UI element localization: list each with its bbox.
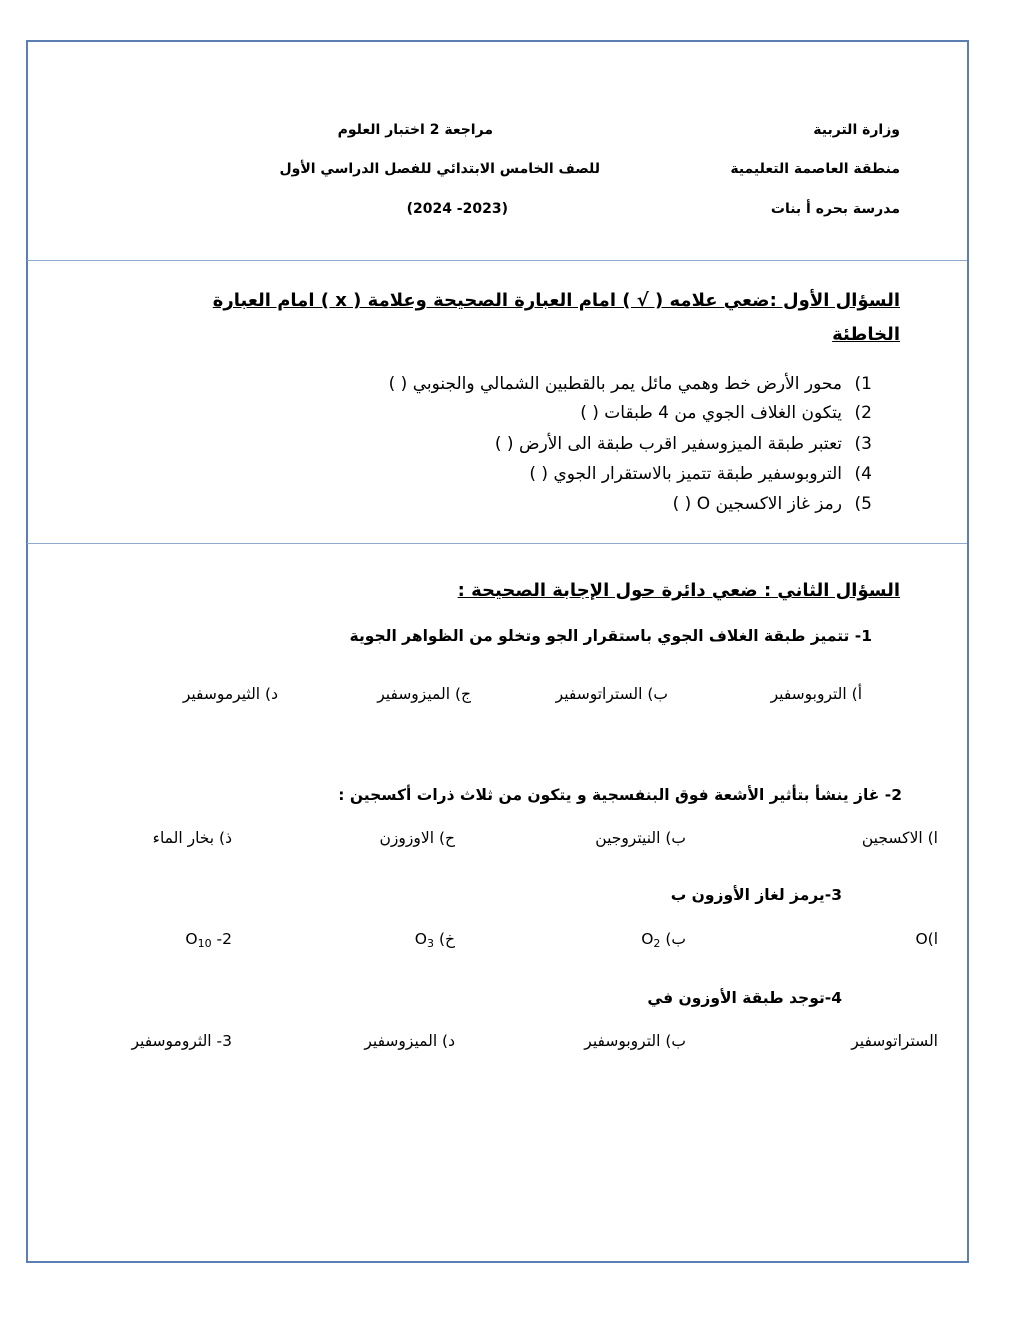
exam-title: مراجعة 2 اختبار العلوم [337,122,493,138]
q2-option: د) الميزوسفير [364,1032,455,1050]
q2-option: ب) النيتروجين [595,829,686,847]
q1-title-line2: الخاطئة [832,324,900,345]
ministry-name: وزارة التربية [813,122,900,138]
q2-option: ب) الستراتوسفير [555,685,668,703]
q2-title: السؤال الثاني : ضعي دائرة حول الإجابة الصحيحة : [457,580,900,601]
q1-item-text: تعتبر طبقة الميزوسفير اقرب طبقة الى الأرض ( ) [494,434,842,454]
q1-item-text: التروبوسفير طبقة تتميز بالاستقرار الجوي ( ) [529,464,842,484]
q2-option: ذ) بخار الماء [152,829,232,847]
q1-item-number: 1) [854,374,872,394]
header-divider [27,260,967,261]
q1-item-number: 5) [854,494,872,514]
q2-option: ا) الاكسجين [861,829,938,847]
q1-item-number: 4) [854,464,872,484]
q2-option: أ) التروبوسفير [770,685,862,703]
q1-item-number: 3) [854,434,872,454]
q1-item-number: 2) [854,403,872,423]
q2-option: خ) $O_3$ [414,930,455,950]
q2-option: ج) الميزوسفير [377,685,471,703]
q1-title-line1: السؤال الأول :ضعي علامه ( √ ) امام العبارة الصحيحة وعلامة ( x ) امام العبارة [212,290,900,311]
q2-option: الستراتوسفير [851,1032,938,1050]
q2-stem-4: 4-توجد طبقة الأوزون في [647,989,842,1007]
q2-option: ح) الاوزوزن [379,829,455,847]
q1-item-text: يتكون الغلاف الجوي من 4 طبقات ( ) [580,403,842,423]
grade-term: للصف الخامس الابتدائي للفصل الدراسي الأول [279,161,600,177]
region-name: منطقة العاصمة التعليمية [730,161,900,177]
q2-stem-1: 1- تتميز طبقة الغلاف الجوي باستقرار الجو وتخلو من الظواهر الجوية [349,627,872,645]
q2-option: 2- $O_{10}$ [185,930,232,950]
school-name: مدرسة بحره أ بنات [770,201,900,217]
q2-option: ا)O [915,930,938,948]
q1-item-text: رمز غاز الاكسجين O ( ) [672,494,842,514]
section-divider [27,543,967,544]
q2-option: ب) التروبوسفير [584,1032,686,1050]
q2-option: ب) $O_2$ [641,930,686,950]
q2-stem-3: 3-يرمز لغاز الأوزون ب [670,886,842,904]
school-year: (2023- 2024) [406,201,508,217]
q1-item-text: محور الأرض خط وهمي مائل يمر بالقطبين الشمالي والجنوبي ( ) [388,374,842,394]
q2-option: د) الثيرموسفير [182,685,278,703]
q2-stem-2: 2- غاز ينشأ بتأثير الأشعة فوق البنفسجية و يتكون من ثلاث ذرات أكسجين : [338,786,902,804]
q2-option: 3- الثروموسفير [131,1032,232,1050]
page-border [26,40,969,1263]
